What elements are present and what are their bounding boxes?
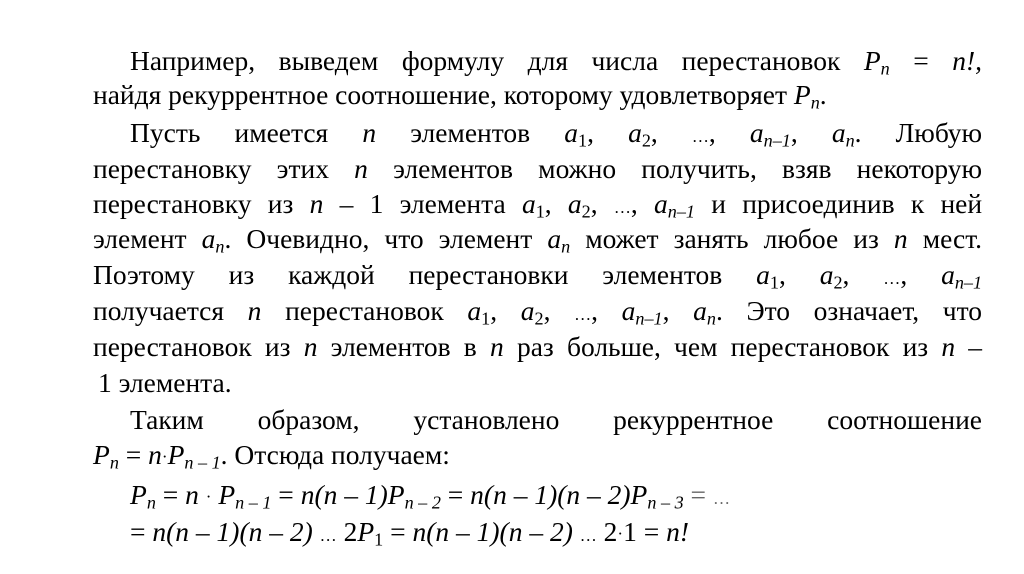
p2-line-7: перестановок из n элементов в n раз больше, чем перестановок из n –	[93, 331, 983, 362]
p2-line-4: элемент $a_n$. Очевидно, что элемент $a_n$ может занять любое из n мест.	[93, 223, 983, 257]
p2-line-2: перестановку этих n элементов можно получить, взяв некоторую	[93, 153, 983, 184]
p1-line-2: найдя рекуррентное соотношение, которому удовлетворяет $P_n$.	[93, 79, 827, 113]
p3-line-1: Таким образом, установлено рекуррентное соотношение	[130, 404, 982, 435]
p2-line-1: Пусть имеется n элементов $a_1$, $a_2$, …, $a_{n-1}$, $a_n$. Любую	[130, 117, 983, 151]
p2-line-6: получается n перестановок $a_1$, $a_2$, …, $a_{n-1}$, $a_n$. Это означает, что	[93, 295, 983, 329]
p3-line-2: $P_n = n\cdot P_{n - 1}$. Отсюда получаем:	[93, 439, 450, 473]
p1-line-1: Например, выведем формулу для числа перестановок $P_n = n$!,	[130, 45, 982, 79]
p2-line-3: перестановку из n – 1 элемента $a_1$, $a_2$, …, $a_{n-1}$ и присоединив к ней	[93, 188, 983, 222]
p2-line-8: 1 элемента.	[98, 367, 232, 398]
p2-line-5: Поэтому из каждой перестановки элементов $a_1$, $a_2$, …, $a_{n-1}$	[93, 259, 983, 293]
formula-line-1: $P_n = n \cdot P_{n - 1} = n(n - 1)P_{n - 2} = n(n - 1)(n - 2)P_{n - 3}$ = …	[130, 479, 730, 513]
formula-line-2: = n(n – 1)(n – 2) … $2P_1 = n(n - 1)(n - 2)$ … 2·1 = n!	[130, 516, 689, 550]
